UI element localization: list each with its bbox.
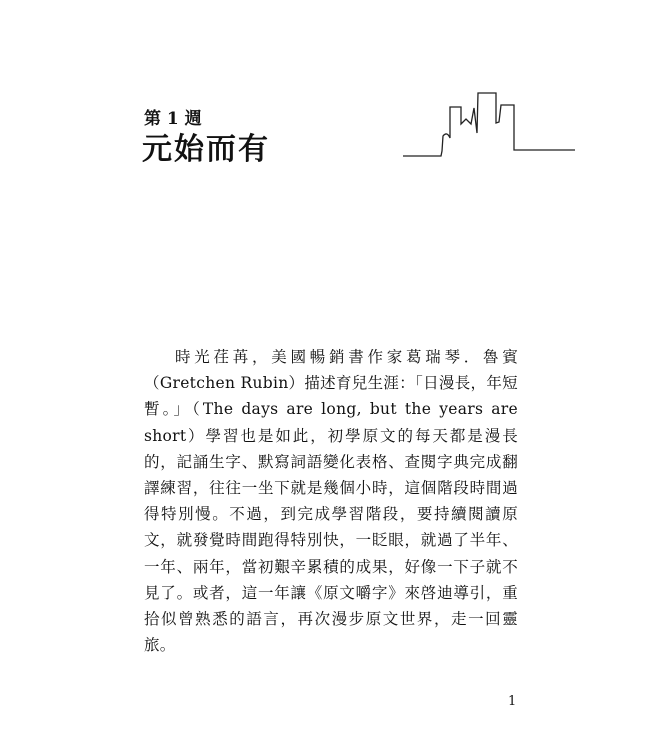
chapter-title: 元始而有 — [142, 132, 270, 167]
city-skyline-illustration — [0, 0, 650, 200]
body-paragraph: 時光荏苒，美國暢銷書作家葛瑞琴．魯賓（Gretchen Rubin）描述育兒生涯：「日漫長，年短暫。」（The days are long, but the years are short）學習也是如此，初學原文的每天都是漫長的，記誦生字、默寫詞語變化表格、查閱字典完成翻譯練習，往往一坐下就是幾個小時，這個階段時間過得特別慢。不過，到完成學習階段，要持續閱讀原文，就發覺時間跑得特別快，一眨眼，就過了半年、一年、兩年，當初艱辛累積的成果，好像一下子就不見了。或者，這一年讓《原文嚼字》來啓迪導引，重拾似曾熟悉的語言，再次漫步原文世界，走一回靈旅。 — [144, 348, 518, 655]
week-label: 第 1 週 — [144, 109, 202, 129]
page-number: 1 — [508, 694, 517, 709]
